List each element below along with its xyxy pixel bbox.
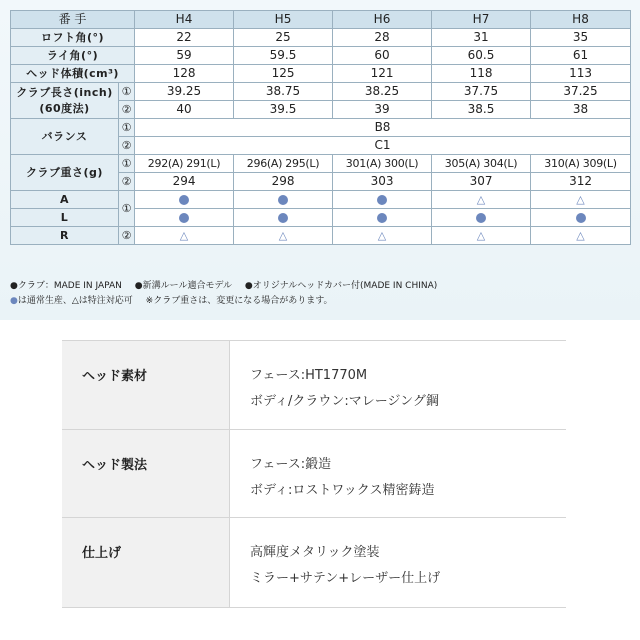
weight2-h8: 312 [531,173,631,191]
length2-h6: 39 [333,101,432,119]
balance-option-2: ② [119,137,135,155]
lie-label: ライ角(°) [11,47,135,65]
standard-dot-icon [377,195,387,205]
flex-a-h6 [333,191,432,209]
length-row-1 [11,83,631,101]
materials-table [62,340,566,608]
flex-label-r: R [11,227,119,245]
length2-h8: 38 [531,101,631,119]
flex-row-r [11,227,631,245]
note-production: は通常生産、△は特注対応可 [17,296,133,306]
loft-h8: 35 [531,29,631,47]
standard-dot-icon [278,195,288,205]
standard-dot-icon [476,213,486,223]
length-option-1: ① [119,83,135,101]
volume-h4: 128 [135,65,234,83]
note-headcover: ●オリジナルヘッドカバー付(MADE IN CHINA) [244,281,438,291]
model-h6: H6 [333,11,432,29]
volume-row [11,65,631,83]
weight1-h4: 292(A) 291(L) [135,155,234,173]
material-line-body: ボディ/クラウン:マレージング鋼 [250,394,439,409]
length2-h4: 40 [135,101,234,119]
material-row-head-material [62,341,566,429]
finish-key: 仕上げ [62,518,230,607]
method-line-body: ボディ:ロストワックス精密鋳造 [250,483,435,498]
loft-h7: 31 [432,29,531,47]
header-row [11,11,631,29]
flex-r-h7 [432,227,531,245]
loft-h4: 22 [135,29,234,47]
special-order-triangle-icon: △ [576,193,585,206]
note-groove-rule: ●新溝ルール適合モデル [134,281,233,291]
special-order-triangle-icon: △ [476,229,486,242]
flex-label-a: A [11,191,119,209]
length-option-2: ② [119,101,135,119]
weight-label: クラブ重さ(g) [11,155,119,191]
standard-dot-icon [278,213,288,223]
length2-h5: 39.5 [234,101,333,119]
weight2-h7: 307 [432,173,531,191]
flex-l-h4 [135,209,234,227]
method-line-face: フェース:鍛造 [250,457,332,472]
volume-label: ヘッド体積(cm³) [11,65,135,83]
material-row-finish [62,517,566,607]
weight-option-2: ② [119,173,135,191]
method-key: ヘッド製法 [62,430,230,518]
lie-h8: 61 [531,47,631,65]
spec-table [10,10,631,245]
flex-a-h5 [234,191,333,209]
weight1-h5: 296(A) 295(L) [234,155,333,173]
footnote-line-2 [10,294,437,309]
length1-h5: 38.75 [234,83,333,101]
flex-a-h4 [135,191,234,209]
standard-dot-icon [377,213,387,223]
volume-h5: 125 [234,65,333,83]
lie-h6: 60 [333,47,432,65]
weight1-h8: 310(A) 309(L) [531,155,631,173]
flex-row-a [11,191,631,209]
finish-line-2: ミラー+サテン+レーザー仕上げ [250,571,441,586]
balance-label: バランス [11,119,119,155]
flex-a-h7 [432,191,531,209]
flex-r-h4 [135,227,234,245]
length2-h7: 38.5 [432,101,531,119]
special-order-triangle-icon: △ [278,229,288,242]
lie-h5: 59.5 [234,47,333,65]
flex-r-h6 [333,227,432,245]
note-made-in-japan: ●クラブ：MADE IN JAPAN [10,281,122,291]
model-h4: H4 [135,11,234,29]
loft-h5: 25 [234,29,333,47]
weight2-h6: 303 [333,173,432,191]
loft-label: ロフト角(°) [11,29,135,47]
flex-l-h5 [234,209,333,227]
lie-h7: 60.5 [432,47,531,65]
flex-l-h6 [333,209,432,227]
material-line-face: フェース:HT1770M [250,368,368,383]
weight-row-1 [11,155,631,173]
weight2-h5: 298 [234,173,333,191]
footnote-line-1 [10,279,437,294]
material-value [250,363,439,415]
material-row-head-method [62,429,566,518]
flex-option-2: ② [119,227,135,245]
special-order-triangle-icon: △ [476,193,486,206]
flex-label-l: L [11,209,119,227]
standard-dot-icon [179,195,189,205]
special-order-triangle-icon: △ [377,229,387,242]
length1-h6: 38.25 [333,83,432,101]
model-h5: H5 [234,11,333,29]
weight-option-1: ① [119,155,135,173]
volume-h6: 121 [333,65,432,83]
length-label-line1: クラブ長さ(inch) [16,85,113,99]
volume-h8: 113 [531,65,631,83]
lie-h4: 59 [135,47,234,65]
special-order-triangle-icon: △ [179,229,189,242]
flex-option-1: ① [119,191,135,227]
legend-dot-icon: ● [10,296,18,306]
note-weight-change: ※クラブ重さは、変更になる場合があります。 [145,296,333,306]
material-key: ヘッド素材 [62,341,230,429]
special-order-triangle-icon: △ [576,229,585,242]
footnotes [10,279,437,309]
length-label [11,83,119,119]
flex-a-h8 [531,191,631,209]
standard-dot-icon [576,213,586,223]
length-label-line2: (60度法) [39,101,90,115]
balance-row-1 [11,119,631,137]
balance-value-1: B8 [135,119,631,137]
flex-l-h7 [432,209,531,227]
flex-r-h8 [531,227,631,245]
loft-h6: 28 [333,29,432,47]
length1-h7: 37.75 [432,83,531,101]
balance-option-1: ① [119,119,135,137]
weight1-h7: 305(A) 304(L) [432,155,531,173]
loft-row [11,29,631,47]
model-h8: H8 [531,11,631,29]
model-h7: H7 [432,11,531,29]
weight2-h4: 294 [135,173,234,191]
standard-dot-icon [179,213,189,223]
flex-r-h5 [234,227,333,245]
finish-line-1: 高輝度メタリック塗装 [250,545,380,560]
method-value [250,452,435,504]
balance-value-2: C1 [135,137,631,155]
volume-h7: 118 [432,65,531,83]
length1-h4: 39.25 [135,83,234,101]
header-label: 番 手 [11,11,135,29]
weight1-h6: 301(A) 300(L) [333,155,432,173]
finish-value [250,540,440,592]
flex-l-h8 [531,209,631,227]
lie-row [11,47,631,65]
length1-h8: 37.25 [531,83,631,101]
flex-row-l [11,209,631,227]
